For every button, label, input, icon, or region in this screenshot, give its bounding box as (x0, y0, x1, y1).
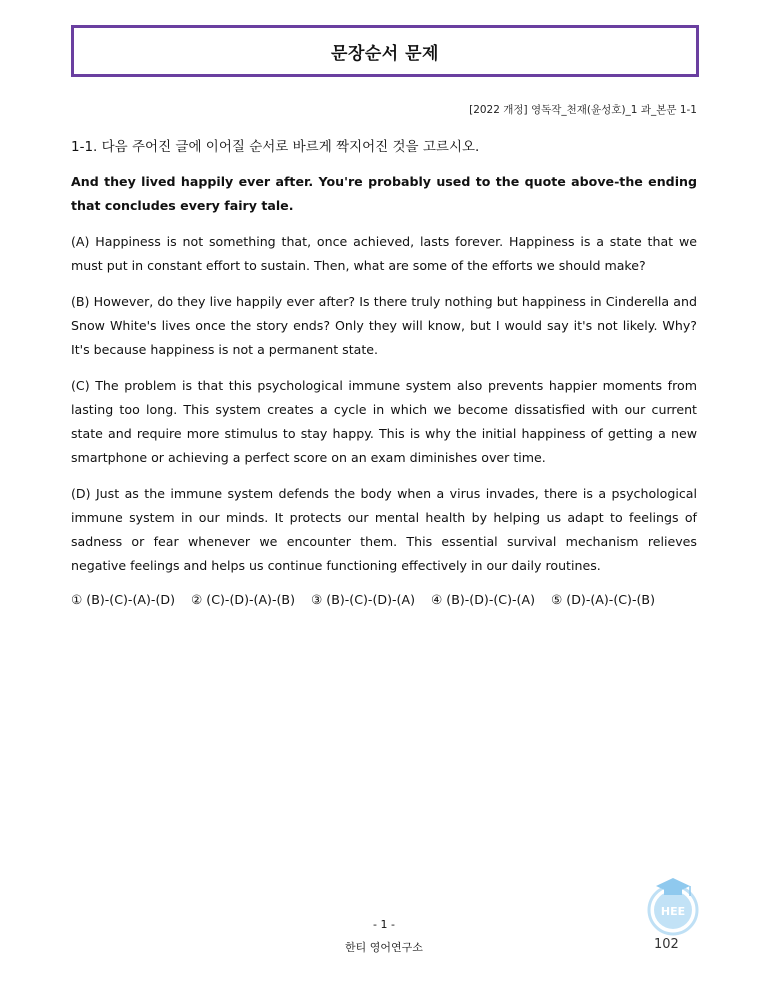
page-title: 문장순서 문제 (331, 43, 439, 64)
choice-1[interactable]: ① (B)-(C)-(A)-(D) (71, 592, 175, 607)
choice-2[interactable]: ② (C)-(D)-(A)-(B) (191, 592, 295, 607)
hee-logo-icon (640, 872, 706, 938)
page-number: 102 (654, 937, 679, 952)
passage-d: (D) Just as the immune system defends the body when a virus invades, there is a psychological immune system in our minds. It protects our mental health by helping us adapt to feelings of sadness or fear whenever we encounter them. This essential survival mechanism relieves negative feelings and helps us continue functioning effectively in our daily routines. (71, 486, 697, 573)
lead-paragraph: And they lived happily ever after. You're probably used to the quote above-the ending that concludes every fairy tale. (71, 174, 697, 213)
choice-4[interactable]: ④ (B)-(D)-(C)-(A) (431, 592, 535, 607)
choice-5[interactable]: ⑤ (D)-(A)-(C)-(B) (551, 592, 655, 607)
question-text: 1-1. 다음 주어진 글에 이어질 순서로 바르게 짝지어진 것을 고르시오. (71, 139, 480, 155)
logo-text: HEE (660, 905, 686, 918)
footer-page-label: - 1 - (373, 918, 395, 931)
passage-a: (A) Happiness is not something that, once achieved, lasts forever. Happiness is a state that we must put in constant effort to sustain. Then, what are some of the efforts we should make? (71, 234, 697, 273)
source-label: [2022 개정] 영독작_천재(윤성호)_1 과_본문 1-1 (469, 104, 697, 116)
title-box (71, 25, 699, 77)
answer-choices (71, 592, 697, 607)
passage-b: (B) However, do they live happily ever after? Is there truly nothing but happiness in Cinderella and Snow White's lives once the story ends? Only they will know, but I would say it's not likely. Why? It's because happiness is not a permanent state. (71, 294, 697, 357)
footer-org: 한티 영어연구소 (345, 941, 423, 954)
passage-c: (C) The problem is that this psychological immune system also prevents happier moments from lasting too long. This system creates a cycle in which we become dissatisfied with our current state and require more stimulus to stay happy. This is why the initial happiness of getting a new smartphone or achieving a perfect score on an exam diminishes over time. (71, 378, 697, 465)
choice-3[interactable]: ③ (B)-(C)-(D)-(A) (311, 592, 415, 607)
passage-content (71, 170, 697, 590)
